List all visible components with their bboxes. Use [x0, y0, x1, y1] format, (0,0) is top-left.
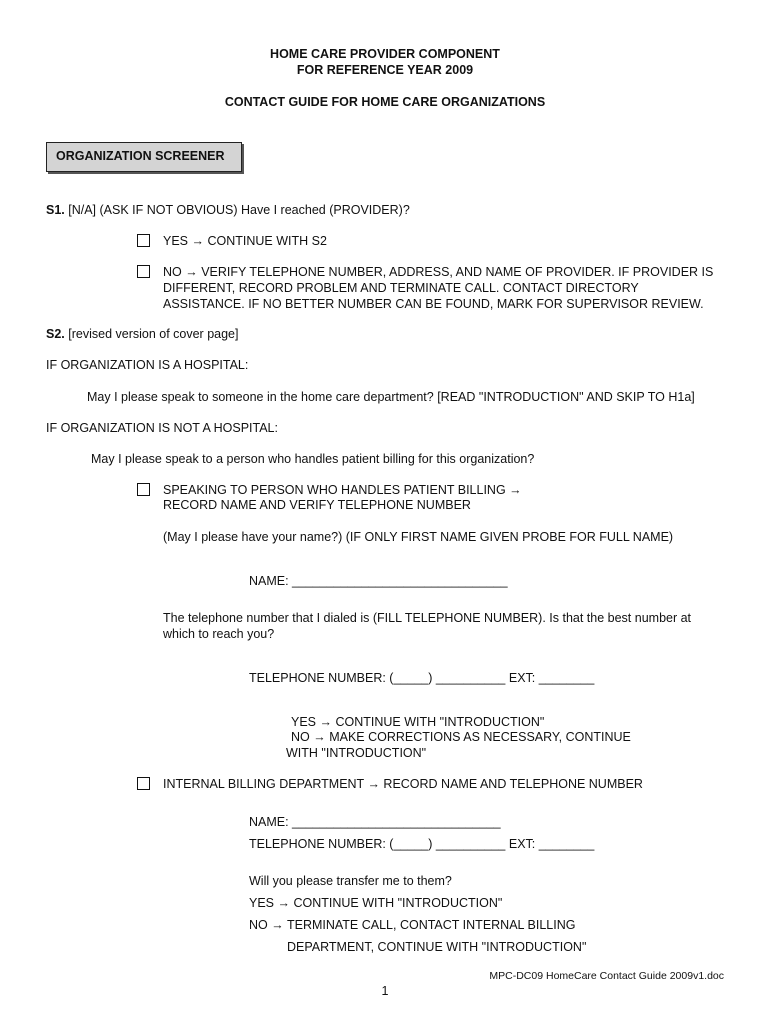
page-number: 1 [381, 984, 389, 998]
name-field[interactable]: NAME: ______________________________ [249, 815, 501, 829]
s2-text: [revised version of cover page] [68, 327, 239, 341]
internal-billing-checkbox[interactable] [137, 777, 150, 790]
s1-question [46, 202, 410, 218]
doc-subtitle: CONTACT GUIDE FOR HOME CARE ORGANIZATIONS [224, 95, 546, 109]
transfer-question: Will you please transfer me to them? [249, 874, 452, 888]
phone-yes-label: YES → CONTINUE WITH "INTRODUCTION" [291, 715, 545, 729]
transfer-no-label: DEPARTMENT, CONTINUE WITH "INTRODUCTION" [287, 940, 587, 954]
not-hospital-label: IF ORGANIZATION IS NOT A HOSPITAL: [46, 421, 278, 435]
phone-no-label: NO → MAKE CORRECTIONS AS NECESSARY, CONTINUE [291, 730, 631, 744]
billing-person-label: RECORD NAME AND VERIFY TELEPHONE NUMBER [163, 498, 471, 512]
s1-no-line: DIFFERENT, RECORD PROBLEM AND TERMINATE CALL. CONTACT DIRECTORY [163, 281, 639, 295]
doc-title-line2: FOR REFERENCE YEAR 2009 [296, 63, 474, 77]
footer-doc-name: MPC-DC09 HomeCare Contact Guide 2009v1.doc [489, 970, 724, 982]
telephone-field[interactable]: TELEPHONE NUMBER: (_____) __________ EXT: ________ [249, 837, 595, 851]
transfer-yes-label: YES → CONTINUE WITH "INTRODUCTION" [249, 896, 503, 910]
s1-no-checkbox[interactable] [137, 265, 150, 278]
telephone-field[interactable]: TELEPHONE NUMBER: (_____) __________ EXT: ________ [249, 671, 595, 685]
s2-question [46, 326, 238, 342]
section-header-label: ORGANIZATION SCREENER [56, 149, 225, 163]
name-field[interactable]: NAME: _______________________________ [249, 574, 508, 588]
s2-number: S2. [46, 327, 65, 341]
s1-yes-checkbox[interactable] [137, 234, 150, 247]
phone-question: The telephone number that I dialed is (FILL TELEPHONE NUMBER). Is that the best number at [163, 611, 692, 625]
name-prompt: (May I please have your name?) (IF ONLY FIRST NAME GIVEN PROBE FOR FULL NAME) [163, 530, 674, 544]
s1-no-line: ASSISTANCE. IF NO BETTER NUMBER CAN BE FOUND, MARK FOR SUPERVISOR REVIEW. [163, 297, 704, 311]
billing-question: May I please speak to a person who handles patient billing for this organization? [91, 452, 535, 466]
s1-yes-label: YES → CONTINUE WITH S2 [163, 234, 327, 248]
s1-text: [N/A] (ASK IF NOT OBVIOUS) Have I reached (PROVIDER)? [68, 203, 410, 217]
billing-person-checkbox[interactable] [137, 483, 150, 496]
s1-number: S1. [46, 203, 65, 217]
hospital-question: May I please speak to someone in the home care department? [READ "INTRODUCTION" AND SKIP TO H1a] [87, 390, 695, 404]
transfer-no-label: NO → TERMINATE CALL, CONTACT INTERNAL BILLING [249, 918, 576, 932]
internal-billing-label: INTERNAL BILLING DEPARTMENT → RECORD NAME AND TELEPHONE NUMBER [163, 777, 643, 791]
phone-no-label: WITH "INTRODUCTION" [286, 746, 427, 760]
billing-person-label: SPEAKING TO PERSON WHO HANDLES PATIENT BILLING → [163, 483, 522, 497]
phone-question: which to reach you? [163, 627, 275, 641]
hospital-label: IF ORGANIZATION IS A HOSPITAL: [46, 358, 249, 372]
section-header-box [46, 142, 242, 172]
s1-no-line: NO → VERIFY TELEPHONE NUMBER, ADDRESS, AND NAME OF PROVIDER. IF PROVIDER IS [163, 265, 714, 279]
doc-title-line1: HOME CARE PROVIDER COMPONENT [270, 47, 500, 61]
